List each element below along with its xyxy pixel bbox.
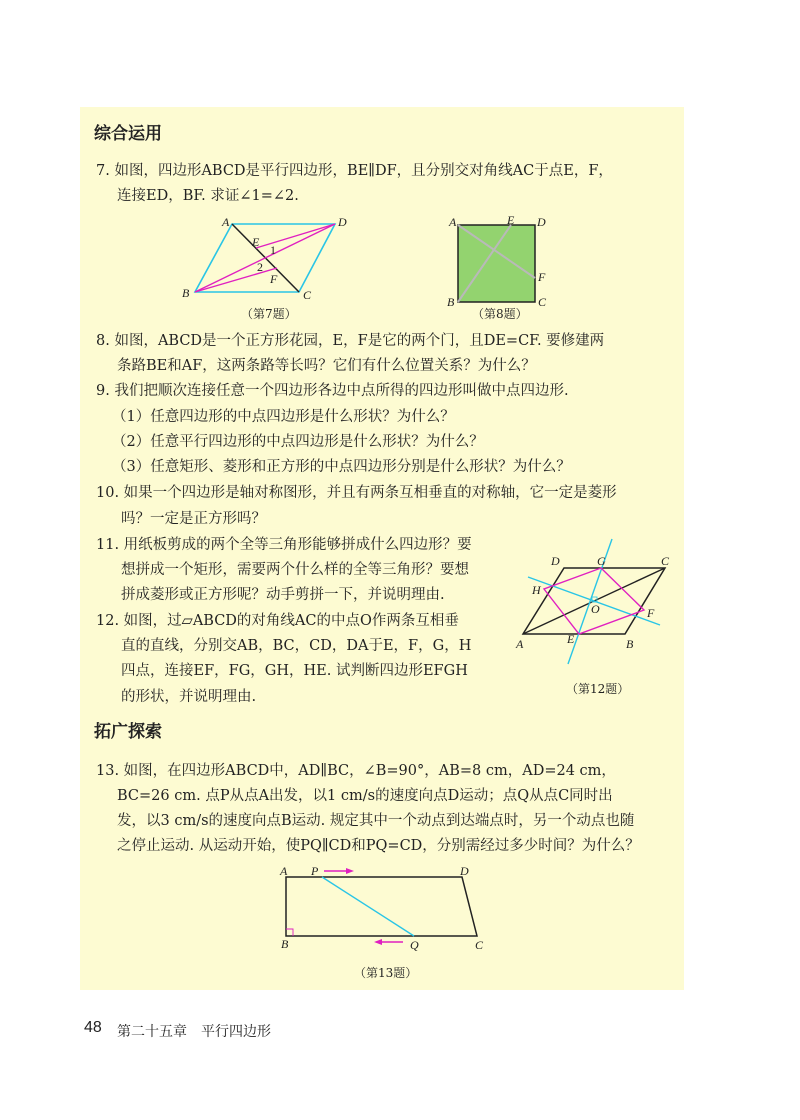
fig13-label-B: B (281, 937, 289, 951)
fig8-label-A: A (449, 215, 457, 229)
q9-line1: 9. 我们把顺次连接任意一个四边形各边中点所得的四边形叫做中点四边形. (96, 383, 569, 399)
fig8-label-B: B (447, 295, 455, 309)
fig7-angle-1: 1 (270, 243, 276, 257)
fig13-caption: （第13题） (354, 966, 418, 980)
q13-line2: BC=26 cm. 点P从点A出发，以1 cm/s的速度向点D运动；点Q从点C同时出 (117, 788, 613, 804)
chapter-title: 第二十五章 平行四边形 (117, 1024, 271, 1040)
fig7-label-F: F (270, 272, 278, 286)
section-title-comprehensive: 综合运用 (94, 124, 162, 144)
q11-line3: 拼成菱形或正方形呢？动手剪拼一下，并说明理由. (121, 587, 445, 603)
q13-line4: 之停止运动. 从运动开始，使PQ∥CD和PQ=CD，分别需经过多少时间？为什么？ (117, 838, 640, 854)
fig8-caption: （第8题） (472, 307, 528, 321)
fig8-label-D: D (537, 215, 546, 229)
fig13-label-Q: Q (410, 938, 419, 952)
fig12-label-F: F (647, 606, 655, 620)
q9-sub1: （1）任意四边形的中点四边形是什么形状？为什么？ (112, 409, 455, 425)
fig7-angle-2: 2 (257, 260, 263, 274)
q7-line1: 7. 如图，四边形ABCD是平行四边形，BE∥DF，且分别交对角线AC于点E，F， (96, 163, 613, 179)
fig8-label-E: E (507, 213, 515, 227)
fig12-label-O: O (591, 602, 600, 616)
fig13-label-P: P (311, 864, 319, 878)
fig13-label-D: D (460, 864, 469, 878)
fig7-label-C: C (303, 288, 312, 302)
fig7-label-A: A (222, 215, 230, 229)
section-title-extension: 拓广探索 (94, 722, 162, 742)
q12-line1: 12. 如图，过▱ABCD的对角线AC的中点O作两条互相垂 (96, 613, 459, 629)
figure-7-parallelogram (170, 210, 370, 315)
q10-line2: 吗？一定是正方形吗？ (121, 511, 266, 527)
q7-line2: 连接ED，BF. 求证∠1=∠2. (117, 188, 299, 204)
q11-line1: 11. 用纸板剪成的两个全等三角形能够拼成什么四边形？要 (96, 537, 472, 553)
q10-line1: 10. 如果一个四边形是轴对称图形，并且有两条互相垂直的对称轴，它一定是菱形 (96, 485, 617, 501)
fig13-label-A: A (280, 864, 288, 878)
fig7-label-D: D (338, 215, 347, 229)
fig8-label-F: F (538, 270, 546, 284)
fig12-label-A: A (516, 637, 524, 651)
fig7-label-B: B (182, 286, 190, 300)
figure-8-square-garden (445, 210, 555, 310)
q8-line2: 条路BE和AF，这两条路等长吗？它们有什么位置关系？为什么？ (117, 358, 536, 374)
fig12-label-D: D (551, 554, 560, 568)
q8-line1: 8. 如图，ABCD是一个正方形花园，E，F是它的两个门，且DE=CF. 要修建两 (96, 333, 605, 349)
q12-line3: 四点，连接EF，FG，GH，HE. 试判断四边形EFGH (121, 663, 468, 679)
figure-12-parallelogram-midpoint (510, 535, 680, 665)
q9-sub2: （2）任意平行四边形的中点四边形是什么形状？为什么？ (112, 434, 484, 450)
fig12-caption: （第12题） (566, 682, 630, 696)
fig12-label-E: E (567, 632, 575, 646)
fig7-label-E: E (252, 235, 260, 249)
figure-13-trapezoid (270, 860, 500, 955)
page-number: 48 (84, 1019, 102, 1036)
q13-line3: 发，以3 cm/s的速度向点B运动. 规定其中一个动点到达端点时，另一个动点也随 (117, 813, 635, 829)
q12-line4: 的形状，并说明理由. (121, 689, 257, 705)
fig13-label-C: C (475, 938, 484, 952)
q12-line2: 直的直线，分别交AB，BC，CD，DA于E，F，G，H (121, 638, 472, 654)
q11-line2: 想拼成一个矩形，需要两个什么样的全等三角形？要想 (121, 562, 469, 578)
fig12-label-H: H (532, 583, 541, 597)
q13-line1: 13. 如图，在四边形ABCD中，AD∥BC，∠B=90°，AB=8 cm，AD=24 cm， (96, 763, 616, 779)
fig7-caption: （第7题） (241, 307, 297, 321)
q9-sub3: （3）任意矩形、菱形和正方形的中点四边形分别是什么形状？为什么？ (112, 459, 571, 475)
fig8-label-C: C (538, 295, 547, 309)
fig12-label-B: B (626, 637, 634, 651)
fig12-label-C: C (661, 554, 670, 568)
fig12-label-G: G (597, 554, 606, 568)
